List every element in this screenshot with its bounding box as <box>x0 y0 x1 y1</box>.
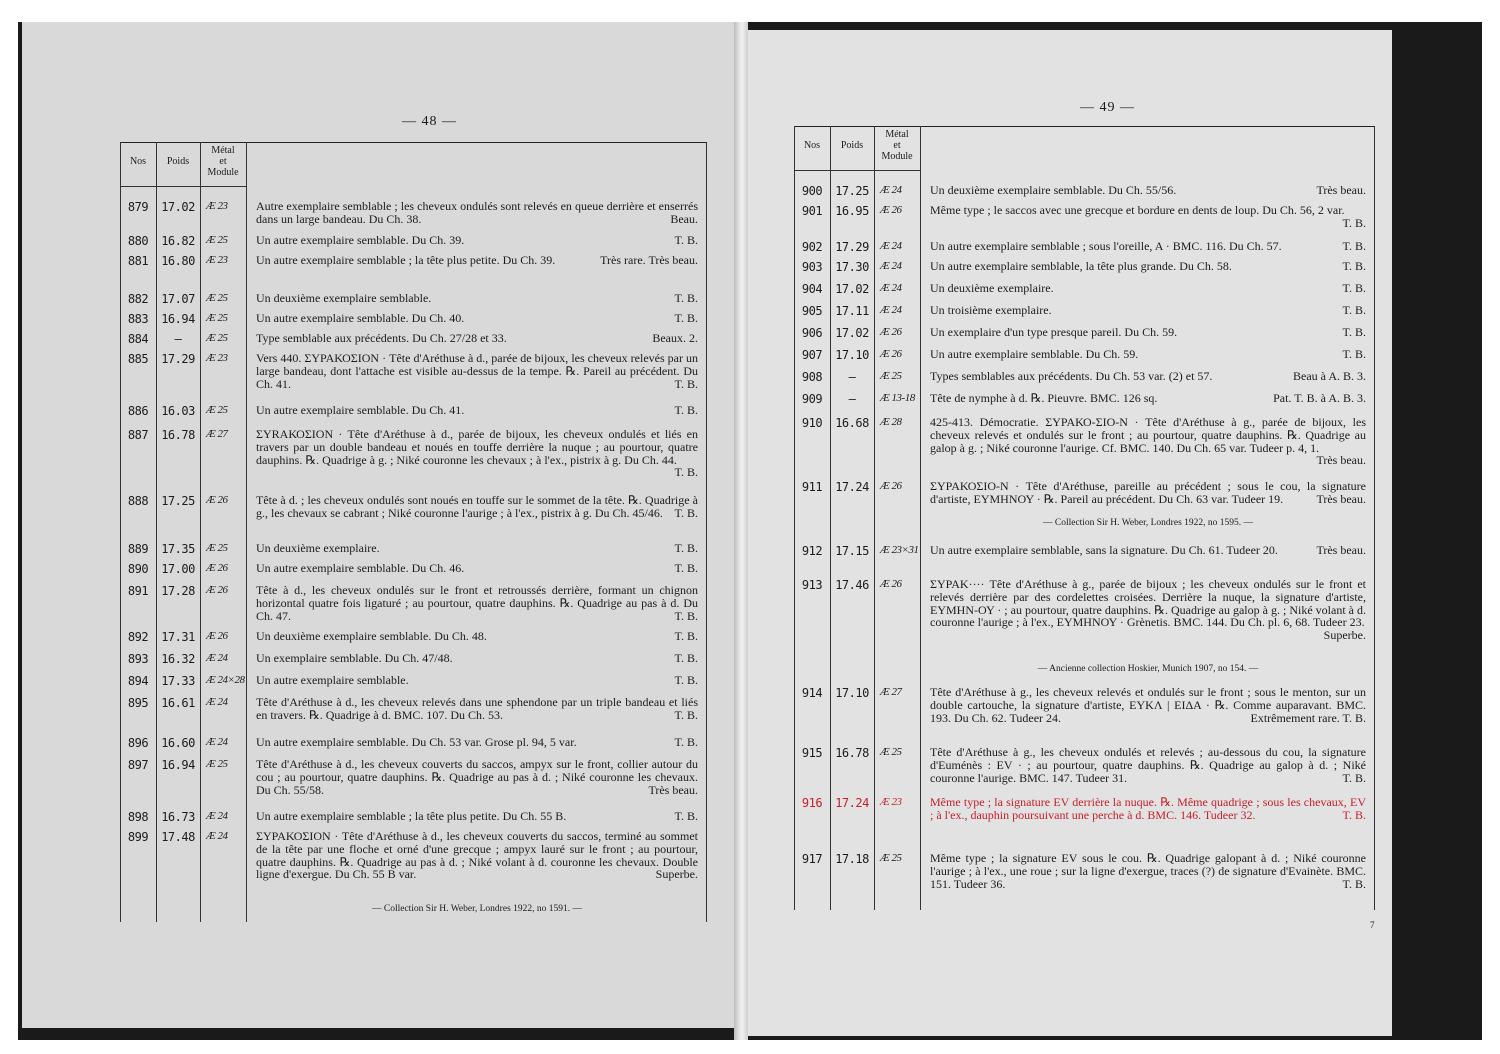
grade-label: T. B. <box>1342 876 1366 891</box>
entry-description <box>930 746 1366 784</box>
catalog-table-right <box>794 126 1374 910</box>
grade-label: T. B. <box>674 651 698 665</box>
entry-description <box>930 544 1366 557</box>
entry-description <box>256 404 698 417</box>
description-text: Un exemplaire d'un type presque pareil. Du Ch. 59. <box>930 325 1178 339</box>
entry-number: 898 <box>127 810 149 824</box>
header-metal-module: Métal et Module <box>207 145 239 178</box>
entry-metal-module: Æ 25 <box>880 852 902 864</box>
entry-weight: 17.24 <box>835 480 869 494</box>
grade-label: T. B. <box>1342 259 1366 273</box>
entry-number: 890 <box>127 562 149 576</box>
entry-number: 915 <box>801 746 823 760</box>
entry-description <box>256 494 698 520</box>
entry-weight: 16.73 <box>161 810 195 824</box>
entry-number: 883 <box>127 312 149 326</box>
entry-weight: 17.10 <box>835 686 869 700</box>
grade-label: T. B. <box>674 541 698 555</box>
description-text: Un autre exemplaire semblable. Du Ch. 59. <box>930 347 1139 361</box>
entry-weight: — <box>848 370 856 384</box>
header-rule <box>794 170 920 171</box>
entry-number: 908 <box>801 370 823 384</box>
entry-description <box>256 352 698 390</box>
description-text: Un deuxième exemplaire semblable. Du Ch. 55/56. <box>930 183 1177 197</box>
grade-label: T. B. <box>1342 807 1366 822</box>
entry-description <box>930 184 1366 197</box>
entry-description <box>256 674 698 687</box>
entry-description <box>930 348 1366 361</box>
description-text: Un autre exemplaire semblable ; la tête plus petite. Du Ch. 39. <box>256 253 556 267</box>
entry-metal-module: Æ 23×31 <box>880 544 919 556</box>
entry-weight: 16.61 <box>161 696 195 710</box>
description-text: Tête d'Aréthuse à g., les cheveux relevés et ondulés sur le front ; sous le menton, sur un double cartouche, la signature d'artiste, ΕΥΚΛ | ΕΙΔΑ · ℞. Comme auparavant. BMC. 193. Du Ch. 62. Tudeer 24. <box>930 685 1366 725</box>
grade-label: Pat. T. B. à A. B. 3. <box>1273 391 1366 405</box>
grade-label: T. B. <box>1342 215 1366 230</box>
entry-metal-module: Æ 25 <box>880 746 902 758</box>
description-text: ΣΥΡΑΚΟΣΙΟΝ · Tête d'Aréthuse à d., les cheveux couverts du saccos, terminé au sommet de la tête par une floche et orné d'une grecque ; ampyx lauré sur le front ; au pourtour, quatre dauphins. ℞. Quadrige au pas à d. ; Niké volant à d. couronne les chevaux. Double ligne d'exergue. Du Ch. 55 B var. <box>256 829 698 882</box>
page-48 <box>22 22 744 1028</box>
entry-number: 882 <box>127 292 149 306</box>
entry-number: 906 <box>801 326 823 340</box>
entry-description <box>256 696 698 722</box>
entry-description <box>256 312 698 325</box>
grade-label: T. B. <box>674 465 698 480</box>
entry-weight: 17.02 <box>835 326 869 340</box>
page-number: — 49 — <box>1080 100 1135 115</box>
entry-weight: 17.25 <box>835 184 869 198</box>
entry-description <box>930 852 1366 890</box>
grade-label: Très beau. <box>648 782 698 797</box>
description-text: Même type ; la signature ΕV sous le cou. ℞. Quadrige galopant à d. ; Niké couronne l'aurige ; à l'ex., une roue ; sur la ligne d'exergue, traces (?) de signature d'Evainète. BMC. 151. Tudeer 36. <box>930 851 1366 891</box>
grade-label: T. B. <box>674 561 698 575</box>
entry-description <box>256 584 698 622</box>
entry-number: 885 <box>127 352 149 366</box>
page-49 <box>740 30 1392 1036</box>
grade-label: Superbe. <box>1323 628 1366 643</box>
header-poids: Poids <box>166 156 190 167</box>
grade-label: T. B. <box>1342 347 1366 361</box>
entry-number: 896 <box>127 736 149 750</box>
description-text: Même type ; la signature ΕV derrière la nuque. ℞. Même quadrige ; sous les chevaux, ΕV ; à l'ex., dauphin poursuivant une perche à d. BMC. 146. Tudeer 32. <box>930 795 1366 822</box>
entry-number: 902 <box>801 240 823 254</box>
description-text: Tête d'Aréthuse à d., les cheveux couverts du saccos, ampyx sur le front, collier autour du cou ; au pourtour, quatre dauphins. ℞. Quadrige au pas à d. ; Niké couronne les chevaux. Du Ch. 55/58. <box>256 757 698 797</box>
grade-label: T. B. <box>674 233 698 247</box>
description-text: Un deuxième exemplaire semblable. <box>256 291 432 305</box>
collection-note: — Collection Sir H. Weber, Londres 1922, no 1591. — <box>371 904 583 914</box>
entry-weight: 17.35 <box>161 542 195 556</box>
grade-label: T. B. <box>1342 770 1366 785</box>
entry-metal-module: Æ 26 <box>206 630 228 642</box>
entry-description <box>256 542 698 555</box>
entry-metal-module: Æ 26 <box>880 480 902 492</box>
entry-description <box>256 630 698 643</box>
entry-metal-module: Æ 24 <box>206 736 228 748</box>
entry-number: 912 <box>801 544 823 558</box>
entry-weight: 17.00 <box>161 562 195 576</box>
entry-description <box>256 736 698 749</box>
entry-weight: — <box>848 392 856 406</box>
entry-metal-module: Æ 25 <box>206 234 228 246</box>
description-text: ΣΥRΑΚΟΣΙΟΝ · Tête d'Aréthuse à d., parée de bijoux, les cheveux ondulés et liés en travers par un double bandeau et noués en touffe derrière la nuque ; au pourtour, quatre dauphins. ℞. Quadrige à g. ; Niké couronne les chevaux ; à l'ex., pistrix à g. Du Ch. 44. <box>256 427 698 467</box>
entry-number: 905 <box>801 304 823 318</box>
description-text: Un deuxième exemplaire. <box>930 281 1054 295</box>
entry-number: 897 <box>127 758 149 772</box>
entry-weight: 17.07 <box>161 292 195 306</box>
grade-label: Beau. <box>670 211 698 226</box>
entry-description <box>930 282 1366 295</box>
entry-weight: 17.25 <box>161 494 195 508</box>
catalog-table-left <box>120 142 706 922</box>
entry-metal-module: Æ 23 <box>206 254 228 266</box>
entry-description <box>256 810 698 823</box>
entry-weight: 16.94 <box>161 312 195 326</box>
description-text: Types semblables aux précédents. Du Ch. 53 var. (2) et 57. <box>930 369 1213 383</box>
entry-metal-module: Æ 26 <box>880 578 902 590</box>
entry-metal-module: Æ 27 <box>206 428 228 440</box>
grade-label: Très beau. <box>1316 183 1366 197</box>
entry-weight: 17.29 <box>161 352 195 366</box>
entry-weight: — <box>174 332 182 346</box>
entry-weight: 16.80 <box>161 254 195 268</box>
collection-note: — Ancienne collection Hoskier, Munich 1907, no 154. — <box>1037 664 1259 674</box>
entry-weight: 17.31 <box>161 630 195 644</box>
entry-weight: 16.32 <box>161 652 195 666</box>
entry-weight: 16.68 <box>835 416 869 430</box>
entry-weight: 17.28 <box>161 584 195 598</box>
entry-description <box>930 240 1366 253</box>
entry-description <box>930 416 1366 467</box>
entry-description <box>930 260 1366 273</box>
grade-label: T. B. <box>674 403 698 417</box>
entry-weight: 16.82 <box>161 234 195 248</box>
column-separator <box>706 142 707 922</box>
description-text: ΣΥΡΑΚΟΣΙΟ-Ν · Tête d'Aréthuse, pareille au précédent ; sous le cou, la signature d'artiste, ΕΥΜΗΝΟΥ · ℞. Pareil au précédent. Du Ch. 63 var. Tudeer 19. <box>930 479 1366 506</box>
entry-metal-module: Æ 25 <box>206 404 228 416</box>
grade-label: Beau à A. B. 3. <box>1293 369 1366 383</box>
description-text: Tête de nymphe à d. ℞. Pieuvre. BMC. 126 sq. <box>930 391 1158 405</box>
grade-label: T. B. <box>674 608 698 623</box>
entry-metal-module: Æ 28 <box>880 416 902 428</box>
entry-description <box>256 428 698 479</box>
entry-weight: 16.94 <box>161 758 195 772</box>
description-text: Tête à d., les cheveux ondulés sur le front et retroussés derrière, formant un chignon horizontal quatre fois ligaturé ; au pourtour, quatre dauphins. ℞. Quadrige au pas à d. Du Ch. 47. <box>256 583 698 623</box>
entry-weight: 17.29 <box>835 240 869 254</box>
entry-metal-module: Æ 23 <box>206 200 228 212</box>
entry-metal-module: Æ 26 <box>880 204 902 216</box>
description-text: Tête d'Aréthuse à g., les cheveux ondulés et relevés ; au-dessous du cou, la signature d'Euménès : ΕV · ; au pourtour, quatre dauphins. ℞. Quadrige au galop à d. ; Niké couronne l'aurige. BMC. 147. Tudeer 31. <box>930 745 1366 785</box>
signature-mark: 7 <box>1370 920 1375 930</box>
entry-weight: 17.10 <box>835 348 869 362</box>
grade-label: T. B. <box>674 735 698 749</box>
table-top-rule <box>794 126 1374 127</box>
description-text: Un autre exemplaire semblable, la tête plus grande. Du Ch. 58. <box>930 259 1232 273</box>
entry-metal-module: Æ 24 <box>880 240 902 252</box>
entry-description <box>256 562 698 575</box>
description-text: Un autre exemplaire semblable ; la tête plus petite. Du Ch. 55 B. <box>256 809 567 823</box>
entry-metal-module: Æ 24 <box>880 304 902 316</box>
description-text: Vers 440. ΣΥΡΑΚΟΣΙΟΝ · Tête d'Aréthuse à d., parée de bijoux, les cheveux relevés par un large bandeau, dont l'attache est visible au-dessus de la tempe. ℞. Pareil au précédent. Du Ch. 41. <box>256 351 698 391</box>
entry-metal-module: Æ 27 <box>880 686 902 698</box>
grade-label: T. B. <box>674 809 698 823</box>
grade-label: T. B. <box>674 376 698 391</box>
description-text: Un autre exemplaire semblable, sans la signature. Du Ch. 61. Tudeer 20. <box>930 543 1278 557</box>
entry-metal-module: Æ 24 <box>880 184 902 196</box>
description-text: Un autre exemplaire semblable. Du Ch. 40. <box>256 311 465 325</box>
entry-number: 893 <box>127 652 149 666</box>
entry-description <box>930 304 1366 317</box>
entry-metal-module: Æ 26 <box>206 562 228 574</box>
entry-metal-module: Æ 25 <box>880 370 902 382</box>
column-separator <box>1374 126 1375 910</box>
description-text: Même type ; le saccos avec une grecque et bordure en dents de loup. Du Ch. 56, 2 var. <box>930 203 1345 217</box>
entry-description <box>256 254 698 267</box>
grade-label: Extrêmement rare. T. B. <box>1250 710 1366 725</box>
grade-label: Très beau. <box>1316 543 1366 557</box>
grade-label: Superbe. <box>655 867 698 882</box>
entry-description <box>930 480 1366 506</box>
entry-number: 900 <box>801 184 823 198</box>
grade-label: T. B. <box>1342 281 1366 295</box>
description-text: 425-413. Démocratie. ΣΥΡΑΚΟ-ΣΙΟ-Ν · Tête d'Aréthuse à g., parée de bijoux, les cheveux relevés et ondulés sur le front ; au pourtour, quatre dauphins. ℞. Quadrige au galop à g. ; Niké couronne l'aurige. Cf. BMC. 140. Du Ch. 65 var. Tudeer p. 4, 1. <box>930 415 1366 455</box>
entry-weight: 17.18 <box>835 852 869 866</box>
description-text: Un autre exemplaire semblable. Du Ch. 53 var. Grose pl. 94, 5 var. <box>256 735 577 749</box>
description-text: Un autre exemplaire semblable. Du Ch. 39. <box>256 233 465 247</box>
entry-metal-module: Æ 24×28 <box>206 674 245 686</box>
entry-weight: 17.33 <box>161 674 195 688</box>
entry-number: 894 <box>127 674 149 688</box>
description-text: Un deuxième exemplaire. <box>256 541 380 555</box>
description-text: Tête à d. ; les cheveux ondulés sont noués en touffe sur le sommet de la tête. ℞. Quadrige à g., les chevaux se cabrant ; Niké couronne l'aurige ; à l'ex., pistrix à g. Du Ch. 45/46. <box>256 493 698 520</box>
grade-label: Très rare. Très beau. <box>600 253 698 267</box>
entry-description <box>256 200 698 226</box>
entry-number: 907 <box>801 348 823 362</box>
header-poids: Poids <box>840 140 864 151</box>
collection-note: — Collection Sir H. Weber, Londres 1922, no 1595. — <box>1042 518 1254 528</box>
entry-number: 881 <box>127 254 149 268</box>
entry-weight: 17.24 <box>835 796 869 810</box>
entry-metal-module: Æ 24 <box>880 282 902 294</box>
entry-number: 909 <box>801 392 823 406</box>
entry-number: 887 <box>127 428 149 442</box>
entry-weight: 17.02 <box>835 282 869 296</box>
description-text: Un autre exemplaire semblable. Du Ch. 46. <box>256 561 465 575</box>
entry-weight: 16.03 <box>161 404 195 418</box>
entry-description <box>256 234 698 247</box>
grade-label: T. B. <box>1342 325 1366 339</box>
entry-description <box>930 326 1366 339</box>
entry-metal-module: Æ 25 <box>206 758 228 770</box>
grade-label: T. B. <box>674 505 698 520</box>
grade-label: T. B. <box>674 707 698 722</box>
entry-number: 891 <box>127 584 149 598</box>
entry-number: 913 <box>801 578 823 592</box>
description-text: Un troisième exemplaire. <box>930 303 1052 317</box>
entry-metal-module: Æ 23 <box>206 352 228 364</box>
entry-metal-module: Æ 26 <box>206 494 228 506</box>
entry-number: 914 <box>801 686 823 700</box>
entry-description <box>256 830 698 881</box>
entry-metal-module: Æ 23 <box>880 796 902 808</box>
entry-weight: 16.95 <box>835 204 869 218</box>
entry-metal-module: Æ 25 <box>206 292 228 304</box>
description-text: Un autre exemplaire semblable. <box>256 673 409 687</box>
entry-number: 916 <box>801 796 823 810</box>
entry-description <box>256 332 698 345</box>
entry-weight: 17.48 <box>161 830 195 844</box>
grade-label: T. B. <box>674 673 698 687</box>
entry-metal-module: Æ 13-18 <box>880 392 915 404</box>
book-spread <box>18 22 1482 1040</box>
entry-number: 910 <box>801 416 823 430</box>
entry-description <box>256 758 698 796</box>
description-text: Tête d'Aréthuse à d., les cheveux relevés dans une sphendone par un triple bandeau et liés en travers. ℞. Quadrige à d. BMC. 107. Du Ch. 53. <box>256 695 698 722</box>
entry-number: 901 <box>801 204 823 218</box>
entry-metal-module: Æ 26 <box>880 348 902 360</box>
entry-metal-module: Æ 24 <box>880 260 902 272</box>
entry-description <box>256 652 698 665</box>
entry-metal-module: Æ 24 <box>206 652 228 664</box>
entry-description <box>930 578 1366 642</box>
entry-description <box>930 686 1366 724</box>
grade-label: T. B. <box>674 311 698 325</box>
description-text: Un deuxième exemplaire semblable. Du Ch. 48. <box>256 629 487 643</box>
entry-weight: 17.11 <box>835 304 869 318</box>
entry-weight: 16.60 <box>161 736 195 750</box>
description-text: Type semblable aux précédents. Du Ch. 27/28 et 33. <box>256 331 507 345</box>
entry-description <box>930 796 1366 822</box>
grade-label: T. B. <box>674 291 698 305</box>
entry-number: 895 <box>127 696 149 710</box>
header-metal-module: Métal et Module <box>881 129 913 162</box>
table-top-rule <box>120 142 706 143</box>
column-separator <box>920 126 921 910</box>
entry-metal-module: Æ 25 <box>206 312 228 324</box>
book-gutter <box>734 22 748 1040</box>
grade-label: Très beau. <box>1316 491 1366 506</box>
entry-number: 888 <box>127 494 149 508</box>
entry-number: 904 <box>801 282 823 296</box>
column-separator <box>246 142 247 922</box>
entry-metal-module: Æ 24 <box>206 830 228 842</box>
entry-number: 886 <box>127 404 149 418</box>
entry-description <box>930 392 1366 405</box>
column-separator <box>200 142 201 922</box>
entry-metal-module: Æ 24 <box>206 696 228 708</box>
entry-weight: 17.02 <box>161 200 195 214</box>
grade-label: Beaux. 2. <box>652 331 698 345</box>
entry-number: 911 <box>801 480 823 494</box>
entry-number: 917 <box>801 852 823 866</box>
column-separator <box>874 126 875 910</box>
entry-description <box>930 370 1366 383</box>
entry-weight: 17.15 <box>835 544 869 558</box>
header-nos: Nos <box>129 156 147 167</box>
description-text: ΣΥΡΑΚ···· Tête d'Aréthuse à g., parée de bijoux ; les cheveux ondulés sur le front et relevés derrière par des cordelettes croisées. Derrière la nuque, la signature d'artiste, ΕΥΜΗΝ-ΟΥ · ; au pourtour, quatre dauphins. ℞. Quadrige au galop à g. ; Niké volant à d. couronne l'aurige ; à l'ex., ΕΥΜΗΝΟΥ · Grènetis. BMC. 144. Du Ch. pl. 6, 68. Tudeer 23. <box>930 577 1366 630</box>
entry-weight: 16.78 <box>835 746 869 760</box>
entry-number: 903 <box>801 260 823 274</box>
grade-label: Très beau. <box>1316 453 1366 468</box>
header-rule <box>120 186 246 187</box>
entry-weight: 17.46 <box>835 578 869 592</box>
entry-number: 884 <box>127 332 149 346</box>
entry-metal-module: Æ 26 <box>206 584 228 596</box>
entry-metal-module: Æ 26 <box>880 326 902 338</box>
page-number: — 48 — <box>402 114 457 129</box>
entry-number: 879 <box>127 200 149 214</box>
description-text: Autre exemplaire semblable ; les cheveux ondulés sont relevés en queue derrière et enserrés dans un large bandeau. Du Ch. 38. <box>256 199 698 226</box>
grade-label: T. B. <box>1342 239 1366 253</box>
entry-metal-module: Æ 25 <box>206 542 228 554</box>
entry-description <box>930 204 1366 230</box>
entry-number: 892 <box>127 630 149 644</box>
entry-number: 880 <box>127 234 149 248</box>
entry-metal-module: Æ 25 <box>206 332 228 344</box>
description-text: Un autre exemplaire semblable. Du Ch. 41. <box>256 403 465 417</box>
entry-weight: 16.78 <box>161 428 195 442</box>
header-nos: Nos <box>803 140 821 151</box>
entry-weight: 17.30 <box>835 260 869 274</box>
grade-label: T. B. <box>674 629 698 643</box>
entry-description <box>256 292 698 305</box>
grade-label: T. B. <box>1342 303 1366 317</box>
entry-number: 899 <box>127 830 149 844</box>
description-text: Un exemplaire semblable. Du Ch. 47/48. <box>256 651 453 665</box>
entry-metal-module: Æ 24 <box>206 810 228 822</box>
description-text: Un autre exemplaire semblable ; sous l'oreille, A · BMC. 116. Du Ch. 57. <box>930 239 1282 253</box>
entry-number: 889 <box>127 542 149 556</box>
